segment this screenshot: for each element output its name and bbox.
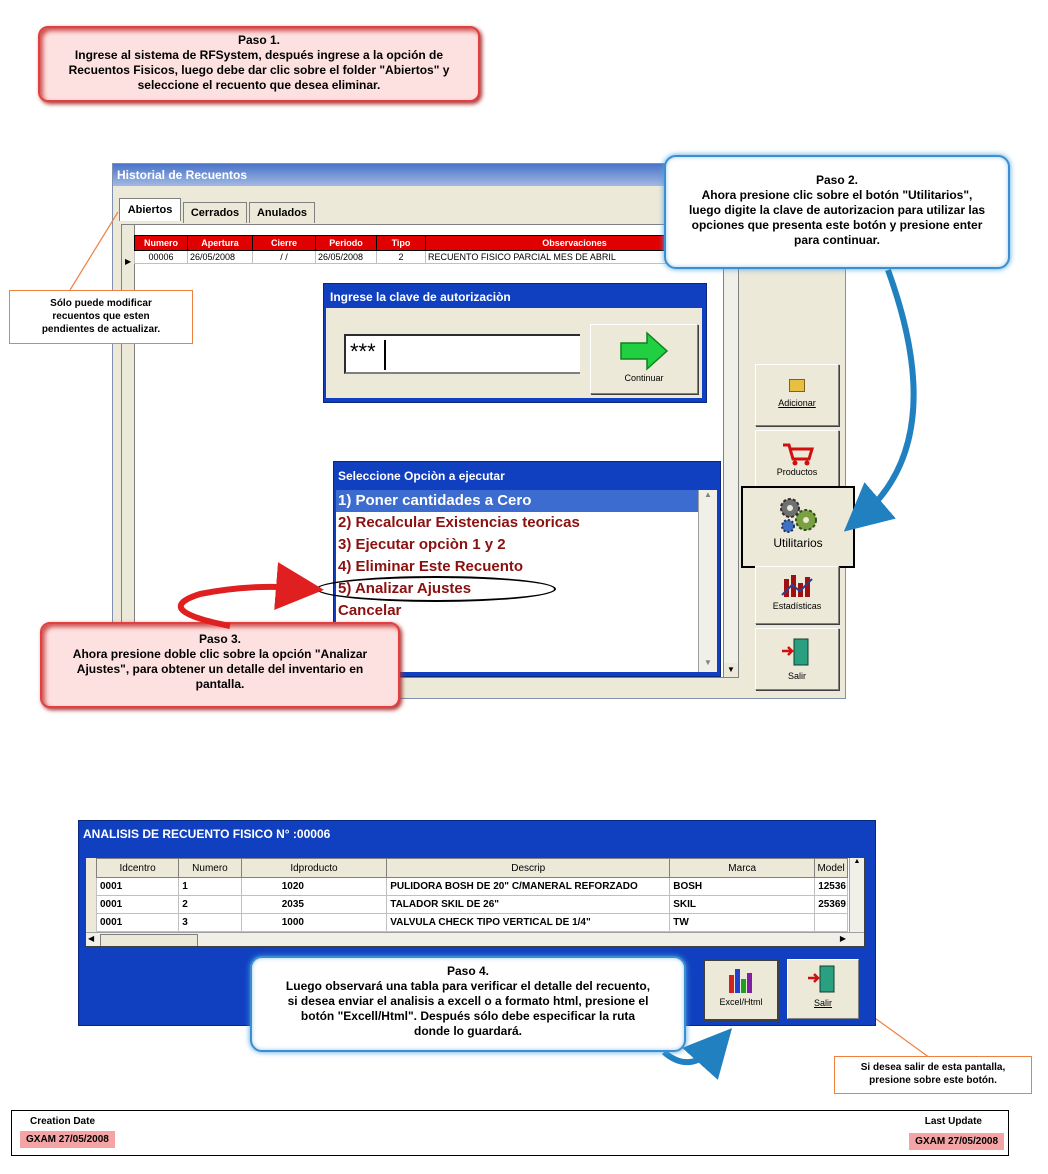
continuar-label: Continuar [624,373,664,383]
options-title: Seleccione Opciòn a ejecutar [338,469,505,483]
scroll-left-icon[interactable]: ◀ [88,934,95,943]
col-numero[interactable]: Numero [179,859,242,878]
tab-anulados-label: Anulados [256,207,308,219]
cell-marca: TW [670,914,815,932]
row-pointer-icon: ▶ [125,257,132,266]
col-descrip[interactable]: Descrip [387,859,670,878]
paso1-title: Paso 1. [237,33,281,47]
creation-value: GXAM 27/05/2008 [20,1131,115,1148]
cell-idproducto: 2035 [241,896,386,914]
cell-idcentro: 0001 [97,896,179,914]
cell-periodo: 26/05/2008 [316,251,377,264]
table-row[interactable] [97,896,848,914]
analisis-table [96,858,848,932]
utilitarios-label: Utilitarios [773,536,823,550]
option-poner-cero[interactable]: 1) Poner cantidades a Cero [336,490,698,512]
col-numero[interactable]: Numero [135,236,188,251]
analisis-title: ANALISIS DE RECUENTO FISICO N° :00006 [83,827,331,841]
option-analizar[interactable]: 5) Analizar Ajustes [338,580,472,597]
analisis-grid[interactable] [85,857,865,947]
update-label: Last Update [924,1116,982,1127]
paso3-arrow [181,587,300,626]
salir-analisis-label: Salir [813,998,832,1008]
paso4-title: Paso 4. [446,964,490,978]
scroll-right-icon[interactable]: ▶ [839,934,846,943]
cell-idproducto: 1000 [241,914,386,932]
cell-apertura: 26/05/2008 [188,251,253,264]
col-idcentro[interactable]: Idcentro [97,859,179,878]
cell-marca: SKIL [670,896,815,914]
footer-box [11,1110,1009,1156]
analisis-hscrollbar[interactable] [86,932,864,947]
adicionar-label: Adicionar [778,398,816,408]
productos-label: Productos [776,467,818,477]
scroll-thumb[interactable] [100,934,198,947]
historial-title: Historial de Recuentos [113,164,845,186]
col-tipo[interactable]: Tipo [377,236,426,251]
excel-html-label: Excel/Html [719,997,763,1007]
cell-numero: 1 [179,878,242,896]
col-periodo[interactable]: Periodo [316,236,377,251]
salir-side-label: Salir [787,671,806,681]
analisis-vscrollbar[interactable]: ▲ [849,858,864,932]
cell-numero: 00006 [135,251,188,264]
scroll-up-icon[interactable]: ▲ [704,490,712,499]
paso2-text: Ahora presione clic sobre el botón "Utilitarios", luego digite la clave de autorizacion para utilizar las opciones que presenta este botón y presione enter para continuar. [688,188,986,247]
scroll-down-icon[interactable]: ▼ [704,658,712,667]
tab-cerrados-label: Cerrados [190,207,240,219]
cell-idcentro: 0001 [97,878,179,896]
paso2-title: Paso 2. [815,173,859,187]
cell-idcentro: 0001 [97,914,179,932]
table-row[interactable] [97,878,848,896]
col-observaciones[interactable]: Observaciones [426,236,724,251]
note-modify-connector [70,212,118,290]
cell-descrip: PULIDORA BOSH DE 20" C/MANERAL REFORZADO [387,878,670,896]
note-exit-text: Si desea salir de esta pantalla, presione sobre este botón. [860,1062,1006,1086]
col-marca[interactable]: Marca [670,859,815,878]
cell-marca: BOSH [670,878,815,896]
col-cierre[interactable]: Cierre [253,236,316,251]
col-model[interactable]: Model [815,859,848,878]
scroll-down-icon[interactable]: ▼ [724,663,738,677]
paso1-text: Ingrese al sistema de RFSystem, después ingrese a la opción de Recuentos Fisicos, luego debe dar clic sobre el folder "Abiertos" y seleccione el recuento que desea eliminar. [68,48,450,92]
paso3-title: Paso 3. [198,632,242,646]
bar-chart-icon [725,965,757,995]
estadisticas-label: Estadísticas [772,601,822,611]
col-apertura[interactable]: Apertura [188,236,253,251]
cell-model: 25369 [815,896,848,914]
cell-descrip: VALVULA CHECK TIPO VERTICAL DE 1/4" [387,914,670,932]
cell-tipo: 2 [377,251,426,264]
exit-door-icon [806,964,840,996]
tab-abiertos-label: Abiertos [127,204,173,216]
paso4-text: Luego observará una tabla para verificar el detalle del recuento, si desea enviar el analisis a excell o a formato html, presione el botón "Excell/Html". Después sólo debe especificar la ruta donde lo guardará. [285,979,651,1038]
note-exit-callout [834,1056,1032,1094]
option-eliminar[interactable]: 4) Eliminar Este Recuento [338,558,524,575]
paso2-arrow [862,270,914,516]
table-row[interactable] [97,914,848,932]
cell-model: 12536 [815,878,848,896]
cell-descrip: TALADOR SKIL DE 26" [387,896,670,914]
update-value: GXAM 27/05/2008 [909,1133,1004,1150]
col-idproducto[interactable]: Idproducto [241,859,386,878]
paso4-callout [250,956,686,1052]
auth-title: Ingrese la clave de autorizaciòn [330,290,511,304]
note-modify-text: Sólo puede modificar recuentos que esten pendientes de actualizar. [41,298,161,335]
excel-html-button[interactable] [703,959,779,1021]
cell-model [815,914,848,932]
option-ejecutar[interactable]: 3) Ejecutar opciòn 1 y 2 [338,536,506,553]
cell-observaciones: RECUENTO FISICO PARCIAL MES DE ABRIL [426,251,724,264]
cell-cierre: / / [253,251,316,264]
creation-label: Creation Date [30,1116,96,1127]
cell-idproducto: 1020 [241,878,386,896]
auth-password-input[interactable]: *** [344,334,580,374]
cell-numero: 3 [179,914,242,932]
paso3-text: Ahora presione doble clic sobre la opción "Analizar Ajustes", para obtener un detalle del inventario en pantalla. [72,647,368,691]
cell-numero: 2 [179,896,242,914]
option-cancelar[interactable]: Cancelar [338,602,402,619]
salir-analisis-button[interactable] [787,959,859,1019]
option-recalcular[interactable]: 2) Recalcular Existencias teoricas [338,514,580,531]
